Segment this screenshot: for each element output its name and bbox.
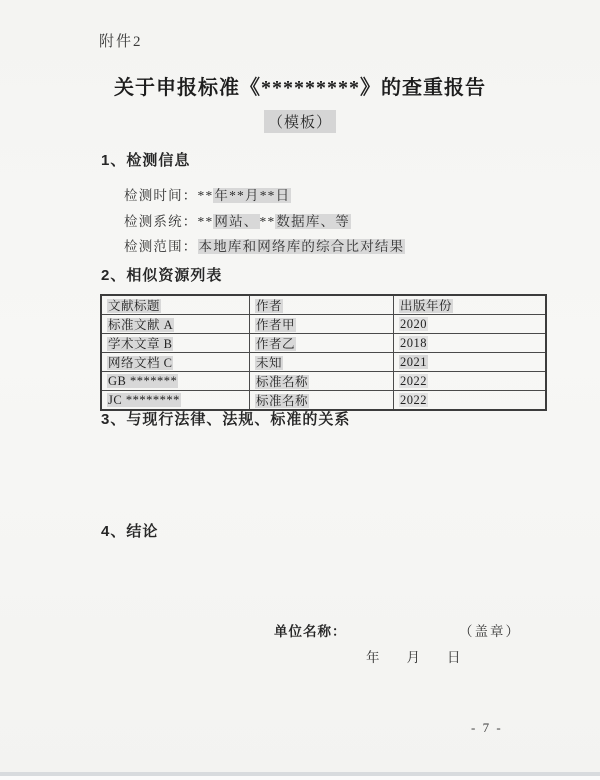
cell-author: 标准名称	[256, 375, 309, 389]
cell-year: 2020	[400, 316, 427, 331]
table-row	[101, 353, 546, 372]
detection-system-prefix-1: **	[197, 214, 214, 229]
table-cell	[250, 315, 394, 334]
detection-system-prefix-2: **	[259, 214, 276, 229]
detection-scope-row	[124, 235, 405, 255]
cell-year: 2018	[400, 335, 427, 350]
table-header-cell	[250, 295, 394, 315]
table-cell	[394, 372, 547, 391]
detection-system-label: 检测系统：	[124, 214, 198, 229]
cell-author: 标准名称	[256, 394, 309, 408]
date-line: 年 月 日	[366, 650, 461, 665]
seal-label: （盖章）	[459, 624, 521, 639]
detection-system-value-1: 网站、	[214, 214, 259, 229]
section-2-heading: 2、相似资源列表	[101, 267, 223, 284]
scan-edge-white	[0, 776, 600, 780]
cell-author: 未知	[256, 356, 283, 370]
cell-year: 2022	[400, 373, 427, 388]
subtitle-row	[0, 110, 600, 133]
cell-title: GB *******	[108, 373, 178, 388]
table-row	[101, 315, 546, 334]
header-pub-year: 出版年份	[400, 299, 453, 313]
detection-time-label: 检测时间：	[124, 188, 198, 203]
table-header-cell	[101, 295, 250, 315]
table-cell	[101, 372, 250, 391]
table-cell	[101, 315, 250, 334]
table-row	[101, 372, 546, 391]
table-cell	[250, 334, 394, 353]
table-cell	[394, 334, 547, 353]
page-number: - 7 -	[471, 720, 503, 735]
table-cell	[101, 334, 250, 353]
similar-resources-table	[100, 294, 547, 411]
cell-title: JC ********	[108, 392, 180, 407]
detection-scope-value: 本地库和网络库的综合比对结果	[198, 239, 405, 254]
detection-time-row	[124, 184, 291, 204]
cell-title: 网络文档 C	[108, 356, 173, 370]
detection-system-row	[124, 210, 351, 230]
detection-scope-label: 检测范围：	[124, 239, 198, 254]
table-row	[101, 334, 546, 353]
header-author: 作者	[256, 299, 283, 313]
title-row	[0, 71, 600, 100]
section-1-heading: 1、检测信息	[101, 152, 191, 169]
table-cell	[250, 353, 394, 372]
cell-title: 学术文章 B	[108, 337, 173, 351]
report-title: 关于申报标准《*********》的查重报告	[114, 77, 486, 99]
cell-year: 2022	[400, 392, 427, 407]
attachment-label: 附件2	[99, 34, 143, 50]
cell-title: 标准文献 A	[108, 318, 174, 332]
table-header-cell	[394, 295, 547, 315]
detection-time-value: 年**月**日	[214, 188, 291, 203]
template-badge: （模板）	[264, 110, 336, 133]
section-3-heading: 3、与现行法律、法规、标准的关系	[101, 411, 351, 428]
cell-year: 2021	[400, 354, 427, 369]
header-doc-title: 文献标题	[108, 299, 161, 313]
table-cell	[394, 315, 547, 334]
section-4-heading: 4、结论	[101, 523, 159, 540]
cell-author: 作者甲	[256, 318, 296, 332]
detection-system-value-2: 数据库、等	[276, 214, 350, 229]
org-name-label: 单位名称：	[274, 624, 347, 639]
table-cell	[394, 353, 547, 372]
table-cell	[101, 353, 250, 372]
cell-author: 作者乙	[256, 337, 296, 351]
detection-time-prefix: **	[197, 188, 214, 203]
table-cell	[250, 372, 394, 391]
table-cell	[394, 391, 547, 411]
table-header-row	[101, 295, 546, 315]
